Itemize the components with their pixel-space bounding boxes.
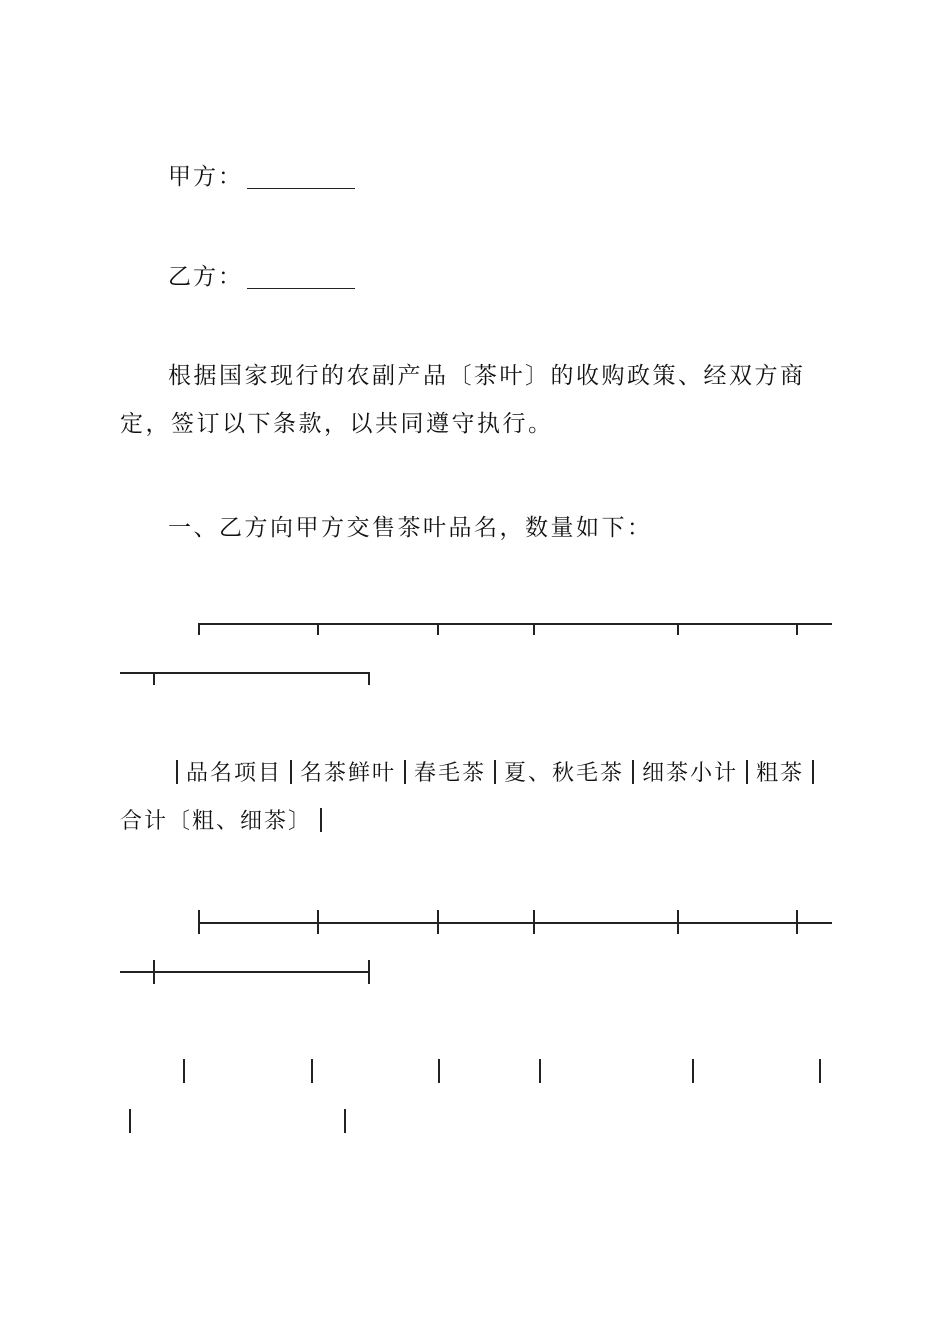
party-b-line bbox=[168, 266, 355, 289]
cell-divider bbox=[438, 1059, 440, 1083]
header-spring-raw-tea: 春毛茶 bbox=[414, 761, 487, 786]
cell-divider bbox=[539, 1059, 541, 1083]
header-total: 合计〔粗、细茶〕 bbox=[120, 809, 313, 834]
party-b-blank[interactable] bbox=[247, 268, 355, 289]
clause-1: 一、乙方向甲方交售茶叶品名，数量如下： bbox=[168, 515, 653, 541]
cell-divider bbox=[692, 1059, 694, 1083]
header-item-name: 品名项目 bbox=[186, 761, 283, 786]
header-famous-fresh-leaf: 名茶鲜叶 bbox=[300, 761, 397, 786]
party-a-blank[interactable] bbox=[247, 168, 355, 189]
cell-divider bbox=[344, 1109, 346, 1133]
cell-divider bbox=[819, 1059, 821, 1083]
cell-divider bbox=[129, 1109, 131, 1133]
party-b-label: 乙方： bbox=[168, 264, 243, 290]
party-a-label: 甲方： bbox=[168, 164, 243, 190]
party-a-line bbox=[168, 166, 355, 189]
header-coarse-tea: 粗茶 bbox=[756, 761, 805, 786]
intro-paragraph: 根据国家现行的农副产品〔茶叶〕的收购政策、经双方商定，签订以下条款，以共同遵守执行。 bbox=[120, 363, 806, 437]
cell-divider bbox=[183, 1059, 185, 1083]
table-header-row bbox=[120, 750, 836, 846]
header-summer-autumn-raw-tea: 夏、秋毛茶 bbox=[504, 761, 625, 786]
header-fine-tea-subtotal: 细茶小计 bbox=[642, 761, 739, 786]
cell-divider bbox=[311, 1059, 313, 1083]
